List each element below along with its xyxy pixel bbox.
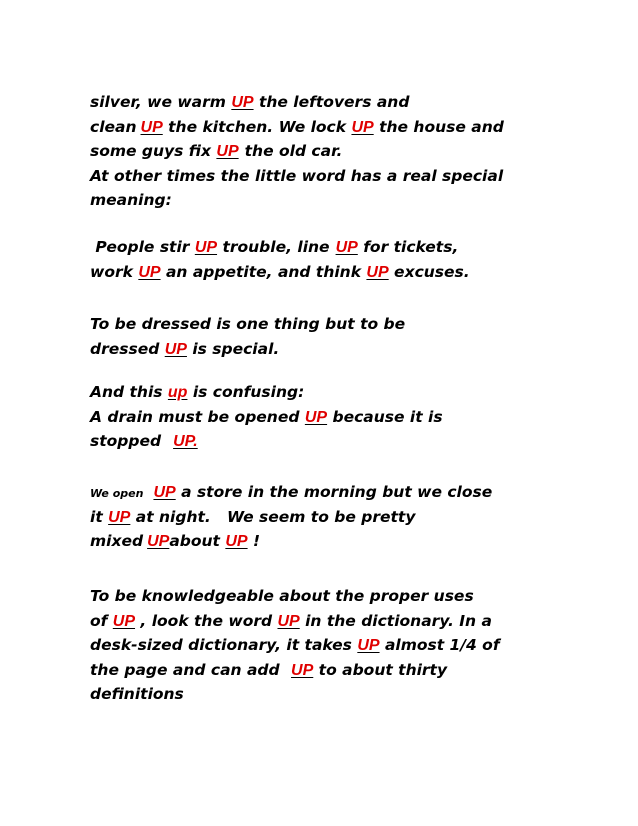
text: People stir — [90, 238, 195, 256]
text: silver, we warm — [90, 93, 232, 111]
paragraph-1-line-4: At other times the little word has a real special — [90, 166, 504, 185]
paragraph-2-line-1 — [90, 235, 470, 260]
up-word: UP — [225, 533, 248, 550]
paragraph-5-line-2 — [90, 505, 492, 530]
text: And this — [90, 383, 168, 401]
text: desk-sized dictionary, it takes — [90, 636, 358, 654]
paragraph-5-line-1 — [90, 480, 492, 505]
paragraph-1-line-5: meaning: — [90, 191, 172, 209]
text: to about thirty — [313, 660, 448, 679]
up-word: UP — [216, 143, 239, 160]
up-word: UP — [108, 508, 131, 526]
text: the kitchen. We lock — [162, 117, 352, 136]
up-word: UP — [164, 340, 187, 358]
up-word: up — [167, 384, 188, 401]
text: work — [90, 262, 139, 281]
text: in the dictionary. In a — [299, 611, 492, 630]
up-word: UP. — [173, 433, 198, 450]
text: at night. We seem to be pretty — [130, 507, 416, 526]
paragraph-4 — [90, 380, 443, 454]
up-word: UP — [291, 661, 314, 679]
paragraph-1-line-3 — [90, 139, 504, 164]
text: excuses. — [388, 262, 470, 281]
up-word: UP — [231, 94, 254, 111]
paragraph-3-line-2 — [90, 337, 405, 362]
text: a store in the morning but we close — [175, 483, 493, 501]
up-word: UP — [194, 239, 218, 256]
paragraph-5 — [90, 480, 492, 554]
text: , look the word — [135, 611, 278, 630]
paragraph-1-line-2 — [90, 115, 504, 140]
up-word: UP — [112, 612, 136, 630]
up-word: UP — [366, 263, 389, 281]
paragraph-4-line-3 — [90, 429, 443, 454]
text: because it is — [327, 407, 443, 426]
paragraph-3-line-1: To be dressed is one thing but to be — [90, 315, 406, 333]
text: the page and can add — [90, 660, 286, 679]
text: mixed — [90, 532, 144, 550]
text: the old car. — [244, 142, 343, 160]
text: clean — [90, 117, 137, 136]
text: stopped — [90, 432, 162, 450]
paragraph-6-line-1: To be knowledgeable about the proper uses — [90, 587, 474, 605]
paragraph-2 — [90, 235, 470, 284]
text: ! — [247, 532, 261, 550]
text: an appetite, and think — [160, 262, 367, 281]
paragraph-6-line-4 — [90, 658, 500, 683]
text: the house and — [373, 117, 504, 136]
up-word: UP — [357, 637, 380, 654]
paragraph-5-line-3 — [90, 529, 492, 554]
up-word: UP — [351, 118, 374, 136]
up-word: UP — [147, 533, 170, 550]
text: trouble, line — [217, 238, 330, 256]
paragraph-2-line-2 — [90, 260, 470, 285]
text: of — [90, 611, 113, 630]
text: is confusing: — [187, 383, 305, 401]
paragraph-3 — [90, 312, 405, 361]
up-word: UP — [277, 612, 300, 630]
text: A drain must be opened — [90, 407, 305, 426]
paragraph-6 — [90, 584, 500, 707]
paragraph-1 — [90, 90, 504, 213]
up-word: UP — [153, 484, 176, 501]
text: is special. — [186, 339, 280, 358]
paragraph-6-line-5: definitions — [90, 685, 184, 703]
text: dressed — [90, 339, 165, 358]
text: almost 1/4 of — [379, 636, 500, 654]
text: about — [169, 532, 226, 550]
up-word: UP — [138, 263, 161, 281]
up-word: UP — [140, 118, 163, 136]
text: the leftovers and — [253, 93, 410, 111]
up-word: UP — [304, 408, 328, 426]
text: it — [90, 507, 109, 526]
text: for tickets, — [357, 238, 459, 256]
paragraph-6-line-2 — [90, 609, 500, 634]
text: some guys fix — [90, 142, 217, 160]
paragraph-4-line-1 — [90, 380, 443, 405]
paragraph-1-line-1 — [90, 90, 504, 115]
paragraph-4-line-2 — [90, 405, 443, 430]
up-word: UP — [335, 239, 358, 256]
paragraph-6-line-3 — [90, 633, 500, 658]
text: We open — [90, 487, 144, 500]
